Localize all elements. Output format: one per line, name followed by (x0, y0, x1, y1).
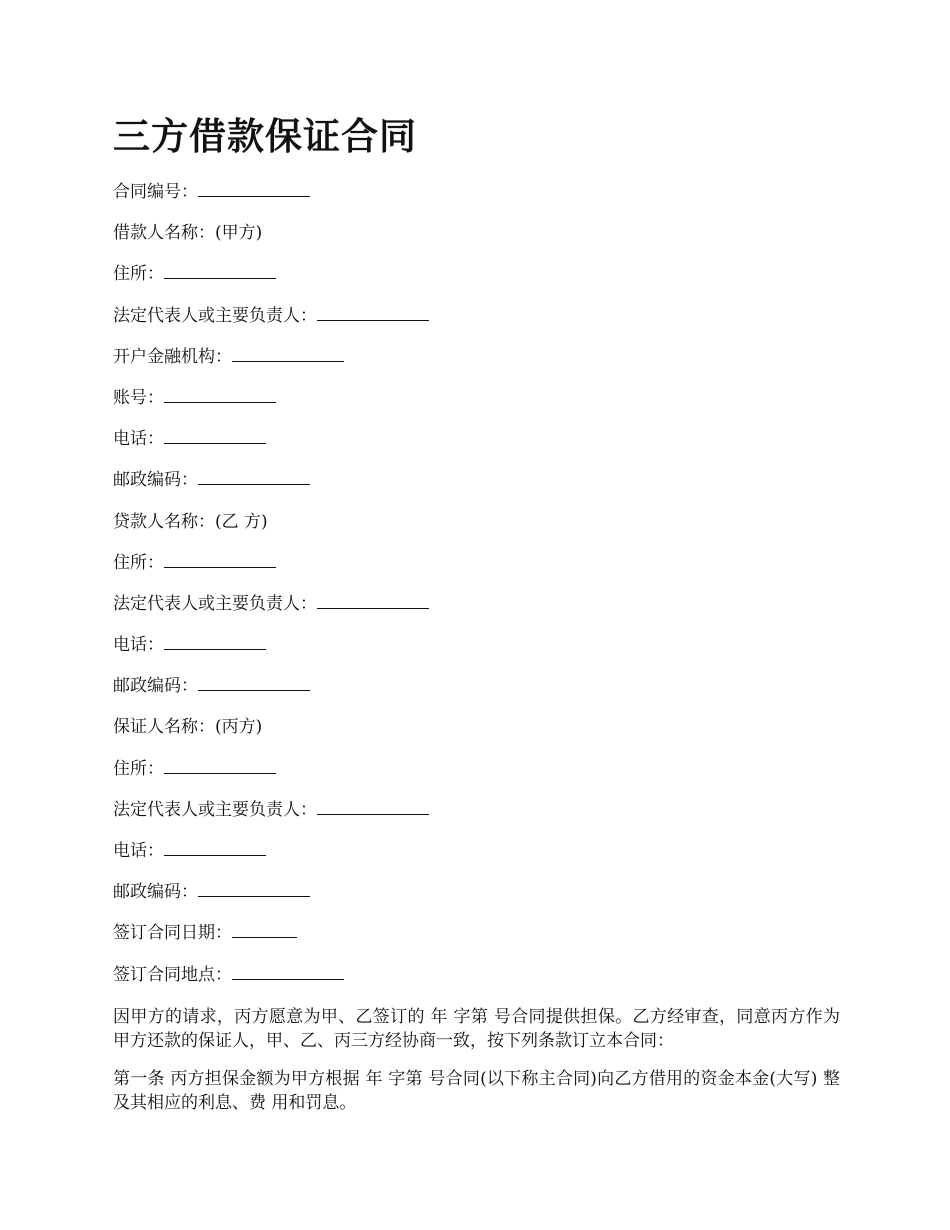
field-guarantor-name (113, 713, 840, 754)
fill-blank (198, 468, 310, 485)
field-lender-postcode (113, 672, 840, 713)
fill-blank (232, 921, 297, 938)
fill-blank (198, 880, 310, 897)
field-borrower-postcode (113, 466, 840, 507)
fill-blank (317, 798, 429, 815)
fill-blank (317, 304, 429, 321)
field-lender-representative (113, 590, 840, 631)
fill-blank (164, 427, 266, 444)
article-one-paragraph: 第一条 丙方担保金额为甲方根据 年 字第 号合同(以下称主合同)向乙方借用的资金本金(大写) 整及其相应的利息、费 用和罚息。 (113, 1069, 840, 1113)
fill-blank (232, 345, 344, 362)
field-borrower-bank (113, 343, 840, 384)
fill-blank (164, 633, 266, 650)
field-label: 账号： (113, 387, 164, 408)
field-borrower-account (113, 384, 840, 425)
field-lender-name (113, 508, 840, 549)
field-borrower-name (113, 219, 840, 260)
field-label: 邮政编码： (113, 470, 198, 491)
field-label: 住所： (113, 264, 164, 285)
field-label: 邮政编码： (113, 676, 198, 697)
document-title: 三方借款保证合同 (113, 114, 417, 158)
fill-blank (198, 674, 310, 691)
field-label: 法定代表人或主要负责人： (113, 593, 317, 614)
field-guarantor-phone (113, 837, 840, 878)
field-label: 住所： (113, 758, 164, 779)
field-label: 法定代表人或主要负责人： (113, 305, 317, 326)
field-borrower-representative (113, 302, 840, 343)
preamble-paragraph: 因甲方的请求，丙方愿意为甲、乙签订的 年 字第 号合同提供担保。乙方经审查，同意丙方作为甲方还款的保证人，甲、乙、丙三方经协商一致，按下列条款订立本合同： (113, 1007, 840, 1051)
field-lender-phone (113, 631, 840, 672)
fill-blank (198, 180, 310, 197)
fill-blank (317, 592, 429, 609)
field-label: 合同编号： (113, 182, 198, 202)
field-lender-address (113, 549, 840, 590)
field-label: 邮政编码： (113, 882, 198, 903)
field-label: 法定代表人或主要负责人： (113, 799, 317, 820)
field-label: 贷款人名称：(乙 方) (113, 511, 268, 532)
party-fields (113, 178, 840, 1002)
field-label: 住所： (113, 552, 164, 573)
field-label: 保证人名称：(丙方) (113, 717, 263, 738)
fill-blank (164, 839, 266, 856)
field-guarantor-representative (113, 796, 840, 837)
field-borrower-phone (113, 425, 840, 466)
field-guarantor-postcode (113, 878, 840, 919)
field-label: 电话： (113, 429, 164, 450)
fill-blank (164, 757, 276, 774)
field-signing-place (113, 961, 840, 1002)
field-signing-date (113, 919, 840, 960)
field-label: 开户金融机构： (113, 346, 232, 367)
field-borrower-address (113, 260, 840, 301)
field-label: 借款人名称：(甲方) (113, 223, 263, 244)
field-label: 签订合同日期： (113, 923, 232, 944)
fill-blank (164, 551, 276, 568)
fill-blank (164, 262, 276, 279)
field-label: 电话： (113, 635, 164, 656)
fill-blank (164, 386, 276, 403)
field-label: 签订合同地点： (113, 964, 232, 985)
fill-blank (232, 963, 344, 980)
field-label: 电话： (113, 841, 164, 861)
field-guarantor-address (113, 755, 840, 796)
field-contract-number (113, 178, 840, 219)
